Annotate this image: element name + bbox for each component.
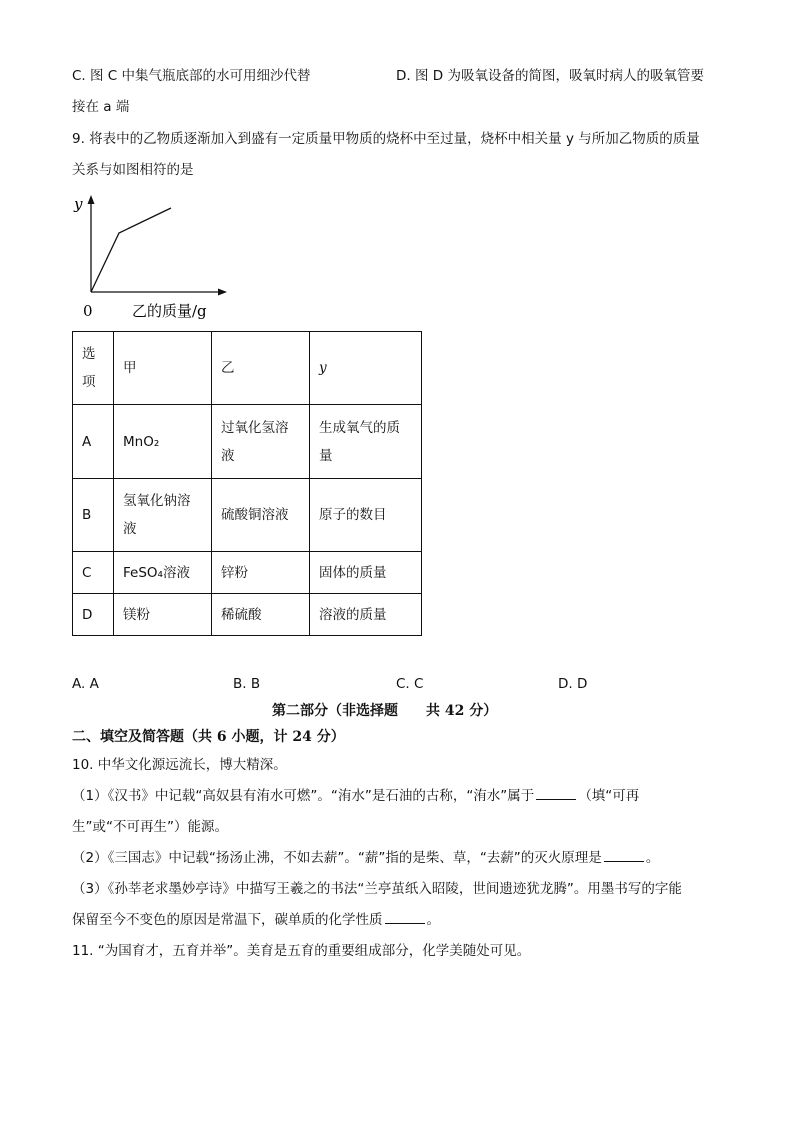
cell-option: A (73, 405, 114, 479)
cell-y: 原子的数目 (310, 479, 422, 552)
q9-graph-y-label: y (74, 195, 83, 213)
q9-graph-origin: 0 (83, 302, 93, 320)
q11-stem: 11. “为国育才，五育并举”。美育是五育的重要组成部分，化学美随处可见。 (72, 943, 531, 959)
q10-sub3: （3）《孙莘老求墨妙亭诗》中描写王羲之的书法“兰亭茧纸入昭陵，世间遗迹犹龙腾”。用墨书写的字能 (72, 881, 682, 897)
cell-jia: FeSO₄溶液 (114, 552, 212, 594)
q9-graph-x-label: 乙的质量/g (132, 302, 207, 320)
q10-stem: 10. 中华文化源远流长，博大精深。 (72, 757, 287, 773)
cell-yi: 过氧化氢溶液 (212, 405, 310, 479)
answer-blank[interactable] (385, 911, 425, 924)
table-row (73, 594, 422, 636)
header-option: 选项 (73, 332, 114, 405)
part2-title: 第二部分（非选择题 共 42 分） (272, 703, 498, 719)
table-header-row (73, 332, 422, 405)
q9-stem-line1: 9. 将表中的乙物质逐渐加入到盛有一定质量甲物质的烧杯中至过量，烧杯中相关量 y 与所加乙物质的质量 (72, 131, 700, 147)
q9-stem-line2: 关系与如图相符的是 (72, 162, 194, 178)
q9-graph (70, 192, 240, 322)
cell-yi: 锌粉 (212, 552, 310, 594)
q10-sub1-continued: 生”或“不可再生”）能源。 (72, 819, 228, 835)
cell-yi: 稀硫酸 (212, 594, 310, 636)
q9-answer-b: B. B (233, 676, 261, 692)
section2-title: 二、填空及简答题（共 6 小题，计 24 分） (72, 729, 345, 745)
cell-option: D (73, 594, 114, 636)
q8-option-d: D. 图 D 为吸氧设备的简图，吸氧时病人的吸氧管要 (396, 68, 704, 84)
answer-blank[interactable] (604, 849, 644, 862)
cell-jia: 氢氧化钠溶液 (114, 479, 212, 552)
q9-answer-c: C. C (396, 676, 424, 692)
cell-y: 溶液的质量 (310, 594, 422, 636)
q9-graph-curve (91, 208, 171, 292)
table-row (73, 552, 422, 594)
header-yi: 乙 (212, 332, 310, 405)
q9-answer-a: A. A (72, 676, 99, 692)
q10-sub3-continued: 保留至今不变色的原因是常温下，碳单质的化学性质 。 (72, 912, 440, 928)
table-row (73, 405, 422, 479)
header-jia: 甲 (114, 332, 212, 405)
header-y: y (310, 332, 422, 405)
answer-blank[interactable] (536, 787, 576, 800)
q9-options-table (72, 331, 422, 636)
cell-y: 固体的质量 (310, 552, 422, 594)
cell-jia: 镁粉 (114, 594, 212, 636)
cell-option: C (73, 552, 114, 594)
cell-jia: MnO₂ (114, 405, 212, 479)
cell-yi: 硫酸铜溶液 (212, 479, 310, 552)
q8-option-d-continued: 接在 a 端 (72, 99, 130, 115)
q10-sub1: （1）《汉书》中记载“高奴县有洧水可燃”。“洧水”是石油的古称，“洧水”属于 （填“可再 (72, 788, 640, 804)
table-row (73, 479, 422, 552)
cell-y: 生成氧气的质量 (310, 405, 422, 479)
q10-sub2: （2）《三国志》中记载“扬汤止沸，不如去薪”。“薪”指的是柴、草，“去薪”的灭火原理是 。 (72, 850, 660, 866)
cell-option: B (73, 479, 114, 552)
q9-answer-d: D. D (558, 676, 588, 692)
q8-option-c: C. 图 C 中集气瓶底部的水可用细沙代替 (72, 68, 311, 84)
